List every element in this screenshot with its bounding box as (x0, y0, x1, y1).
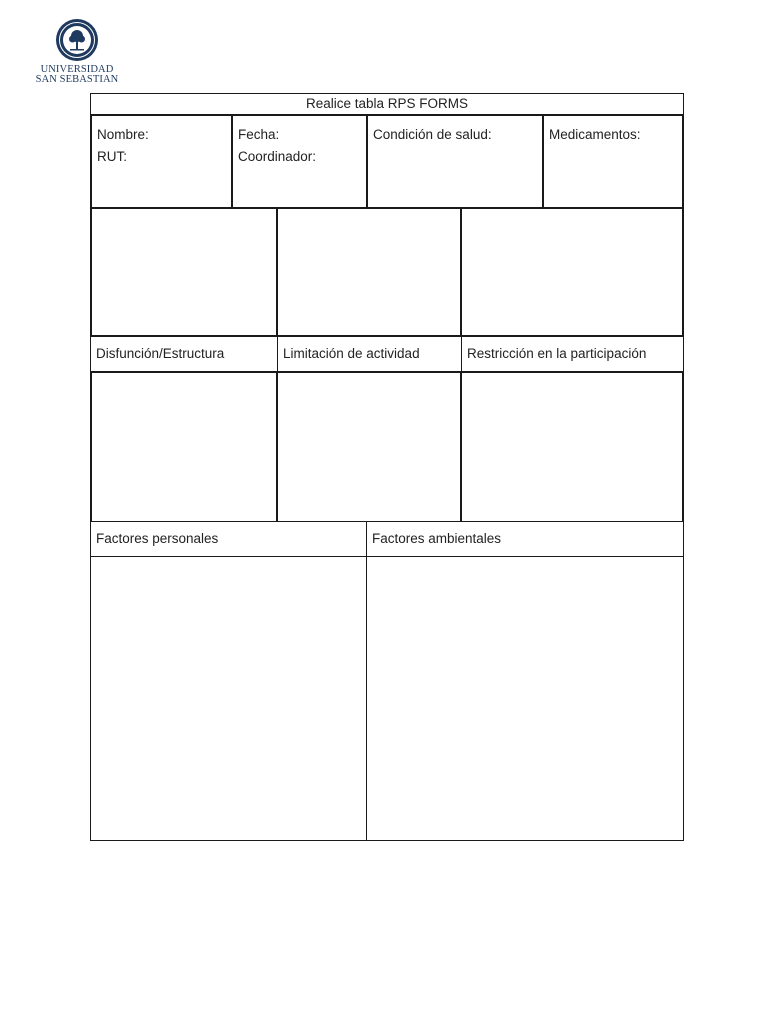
fecha-label: Fecha: (238, 127, 280, 142)
university-logo (30, 18, 124, 85)
lower-box-3[interactable] (460, 371, 684, 523)
upper-box-2[interactable] (276, 207, 462, 337)
col-label-limitacion: Limitación de actividad (283, 346, 420, 361)
coordinador-label: Coordinador: (238, 149, 317, 164)
medicamentos-label: Medicamentos: (549, 127, 641, 142)
fecha-coordinador-cell[interactable] (231, 114, 368, 209)
col-label-cell-2 (277, 336, 462, 372)
factores-ambientales-label: Factores ambientales (372, 531, 502, 546)
logo-text-line1: UNIVERSIDAD (40, 64, 114, 75)
upper-box-3[interactable] (460, 207, 684, 337)
nombre-label: Nombre: (97, 127, 149, 142)
nombre-rut-cell[interactable] (90, 114, 233, 209)
form-title-cell (90, 93, 684, 116)
rut-label: RUT: (97, 149, 127, 164)
rps-form (90, 93, 684, 841)
university-seal-icon (55, 18, 99, 62)
condicion-salud-cell[interactable] (366, 114, 544, 209)
factores-ambientales-box[interactable] (366, 556, 684, 841)
factor-label-cell-2 (366, 521, 684, 557)
lower-box-2[interactable] (276, 371, 462, 523)
factores-personales-label: Factores personales (96, 531, 219, 546)
lower-box-1[interactable] (90, 371, 278, 523)
col-label-restriccion: Restricción en la participación (467, 346, 647, 361)
upper-box-1[interactable] (90, 207, 278, 337)
logo-text-line2: SAN SEBASTIAN (35, 74, 119, 85)
condicion-label: Condición de salud: (373, 127, 492, 142)
medicamentos-cell[interactable] (542, 114, 684, 209)
col-label-cell-1 (90, 336, 278, 372)
factores-personales-box[interactable] (90, 556, 367, 841)
col-label-disfuncion: Disfunción/Estructura (96, 346, 225, 361)
form-title: Realice tabla RPS FORMS (305, 96, 469, 111)
col-label-cell-3 (461, 336, 684, 372)
factor-label-cell-1 (90, 521, 367, 557)
